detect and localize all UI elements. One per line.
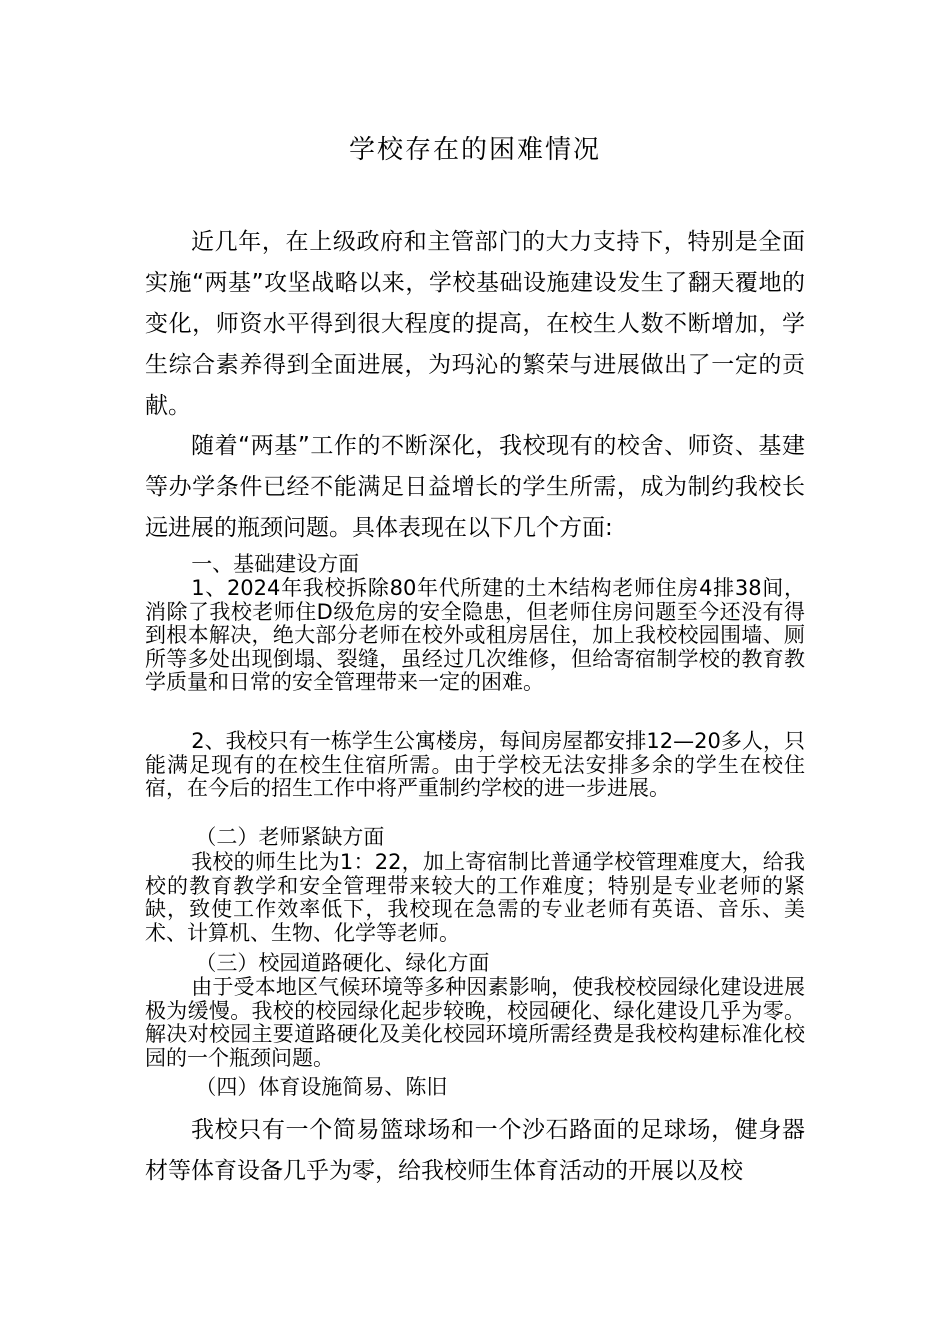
section-2-text: 我校的师生比为1：22，加上寄宿制比普通学校管理难度大，给我校的教育教学和安全管理带来较大的工作难度；特别是专业老师的紧缺，致使工作效率低下，我校现在急需的专业老师有英语、音乐、美术、计算机、生物、化学等老师。: [145, 850, 805, 945]
section-3-text: 由于受本地区气候环境等多种因素影响，使我校校园绿化建设进展极为缓慢。我校的校园绿化起步较晚，校园硬化、绿化建设几乎为零。解决对校园主要道路硬化及美化校园环境所需经费是我校构建标准化校园的一个瓶颈问题。: [145, 975, 805, 1070]
section-1-heading: 一、基础建设方面: [191, 552, 360, 576]
intro-paragraph-2: 随着“两基”工作的不断深化，我校现有的校舍、师资、基建等办学条件已经不能满足日益增长的学生所需，成为制约我校长远进展的瓶颈问题。具体表现在以下几个方面:: [145, 433, 805, 541]
section-2-heading: （二）老师紧缺方面: [195, 825, 385, 849]
intro-paragraph-1: 近几年，在上级政府和主管部门的大力支持下，特别是全面实施“两基”攻坚战略以来，学校基础设施建设发生了翻天覆地的变化，师资水平得到很大程度的提高，在校生人数不断增加，学生综合素养得到全面进展，为玛沁的繁荣与进展做出了一定的贡献。: [145, 229, 805, 419]
section-3-heading: （三）校园道路硬化、绿化方面: [195, 951, 490, 975]
page-title: 学校存在的困难情况: [348, 135, 601, 165]
section-1-item-2: 2、我校只有一栋学生公寓楼房，每间房屋都安排12—20多人，只能满足现有的在校生住宿所需。由于学校无法安排多余的学生在校住宿，在今后的招生工作中将严重制约学校的进一步进展。: [145, 729, 805, 800]
section-4-text: 我校只有一个简易篮球场和一个沙石路面的足球场，健身器材等体育设备几乎为零，给我校师生体育活动的开展以及校: [145, 1117, 805, 1184]
section-4-heading: （四）体育设施简易、陈旧: [195, 1075, 448, 1099]
section-1-item-1: 1、2024年我校拆除80年代所建的土木结构老师住房4排38间，消除了我校老师住D级危房的安全隐患，但老师住房问题至今还没有得到根本解决，绝大部分老师在校外或租房居住，加上我校校园围墙、厕所等多处出现倒塌、裂缝，虽经过几次维修，但给寄宿制学校的教育教学质量和日常的安全管理带来一定的困难。: [145, 576, 805, 694]
